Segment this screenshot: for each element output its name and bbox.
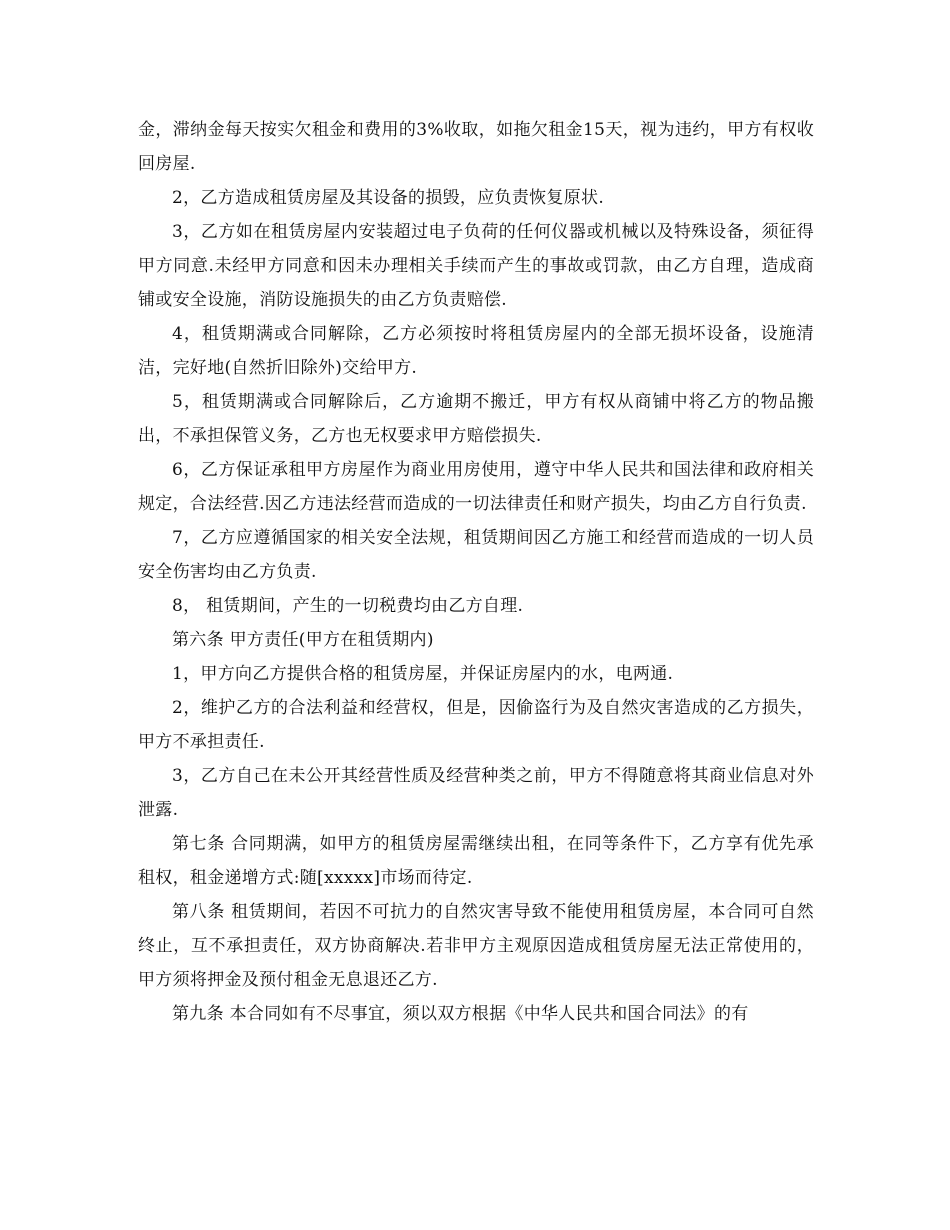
paragraph-clause-4: 4，租赁期满或合同解除，乙方必须按时将租赁房屋内的全部无损坏设备，设施清洁，完好地(自然折旧除外)交给甲方. [138,324,814,378]
paragraph-article-8: 第八条 租赁期间，若因不可抗力的自然灾害导致不能使用租赁房屋，本合同可自然终止，互不承担责任，双方协商解决.若非甲方主观原因造成租赁房屋无法正常使用的，甲方须将押金及预付租金无息退还乙方. [138,902,814,990]
section-heading-article-6: 第六条 甲方责任(甲方在租赁期内) [172,630,434,650]
paragraph-clause-7: 7，乙方应遵循国家的相关安全法规，租赁期间因乙方施工和经营而造成的一切人员安全伤害均由乙方负责. [138,528,814,582]
document-body [138,113,814,1031]
paragraph-clause-8: 8， 租赁期间，产生的一切税费均由乙方自理. [172,596,524,616]
paragraph-clause-2: 2，乙方造成租赁房屋及其设备的损毁，应负责恢复原状. [172,188,605,208]
paragraph-late-fee: 金，滞纳金每天按实欠租金和费用的3%收取，如拖欠租金15天，视为违约，甲方有权收回房屋. [138,120,814,174]
paragraph-clause-6: 6，乙方保证承租甲方房屋作为商业用房使用，遵守中华人民共和国法律和政府相关规定，合法经营.因乙方违法经营而造成的一切法律责任和财产损失，均由乙方自行负责. [138,460,814,514]
paragraph-clause-5: 5，租赁期满或合同解除后，乙方逾期不搬迁，甲方有权从商铺中将乙方的物品搬出，不承担保管义务，乙方也无权要求甲方赔偿损失. [138,392,814,446]
paragraph-article-9: 第九条 本合同如有不尽事宜，须以双方根据《中华人民共和国合同法》的有 [172,1004,749,1024]
paragraph-party-a-1: 1，甲方向乙方提供合格的租赁房屋，并保证房屋内的水，电两通. [172,664,674,684]
paragraph-clause-3: 3，乙方如在租赁房屋内安装超过电子负荷的任何仪器或机械以及特殊设备，须征得甲方同意.未经甲方同意和因未办理相关手续而产生的事故或罚款，由乙方自理，造成商铺或安全设施，消防设施损失的由乙方负责赔偿. [138,222,814,310]
paragraph-party-a-2: 2，维护乙方的合法利益和经营权，但是，因偷盗行为及自然灾害造成的乙方损失，甲方不承担责任. [138,698,814,752]
paragraph-article-7: 第七条 合同期满，如甲方的租赁房屋需继续出租，在同等条件下，乙方享有优先承租权，租金递增方式:随[xxxxx]市场而待定. [138,834,814,888]
paragraph-party-a-3: 3，乙方自己在未公开其经营性质及经营种类之前，甲方不得随意将其商业信息对外泄露. [138,766,814,820]
